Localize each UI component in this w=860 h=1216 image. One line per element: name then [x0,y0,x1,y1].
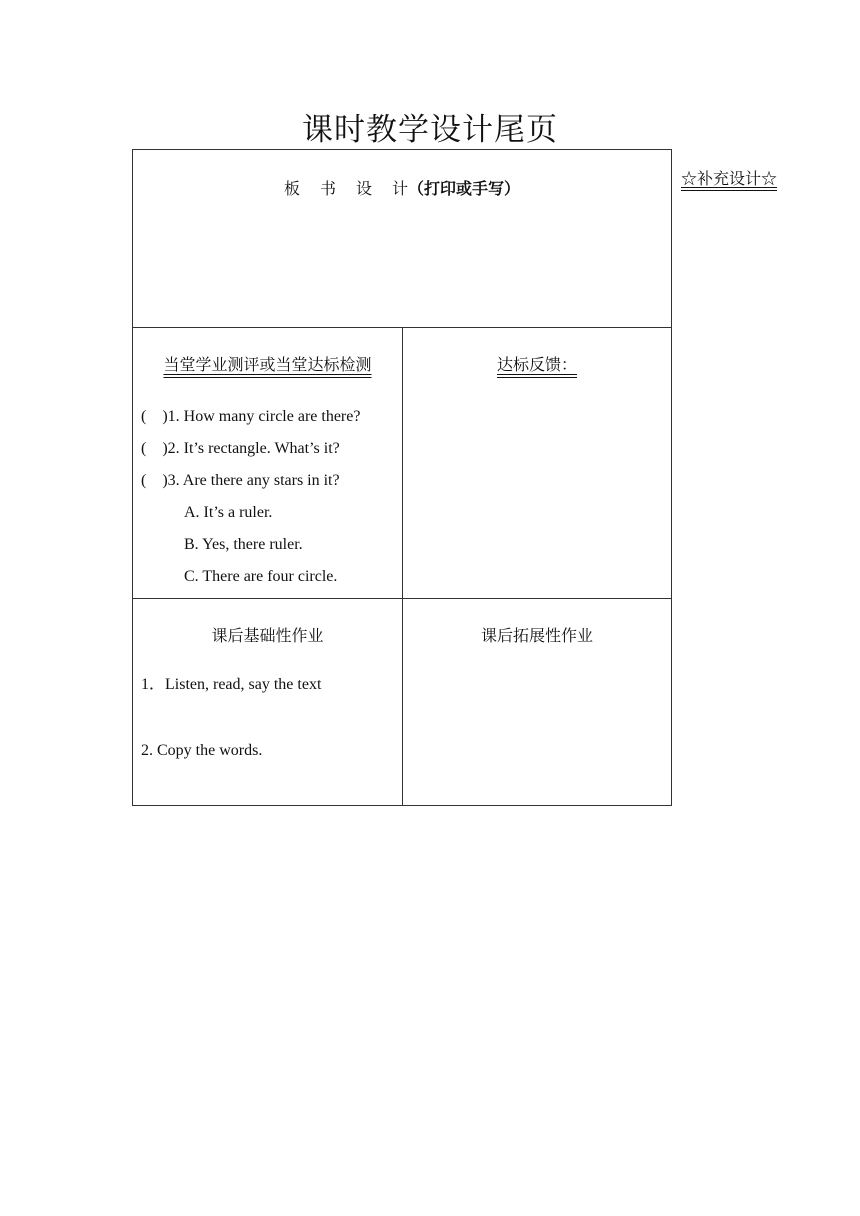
board-char-3: 设 [355,179,372,198]
page-title: 课时教学设计尾页 [302,112,558,148]
feedback-cell[interactable] [403,328,672,599]
board-char-2: 书 [319,179,336,198]
lesson-design-table [132,149,672,806]
classroom-test-heading: 当堂学业测评或当堂达标检测 [163,355,372,374]
question-item: ( )1. How many circle are there? [141,408,361,425]
basic-homework-heading: 课后基础性作业 [211,626,324,645]
classroom-test-cell[interactable] [133,328,403,599]
answer-option: C. There are four circle. [184,568,338,585]
board-design-heading [133,176,671,199]
answer-option: B. Yes, there ruler. [184,536,303,553]
board-char-4: 计 [392,179,409,198]
extended-homework-cell[interactable] [403,599,672,806]
question-item: ( )3. Are there any stars in it? [141,472,340,489]
homework-item: 2. Copy the words. [141,742,263,759]
answer-option: A. It’s a ruler. [184,504,273,521]
extended-homework-heading: 课后拓展性作业 [480,626,593,645]
question-list [133,401,402,593]
board-design-cell[interactable] [133,150,672,328]
board-heading-note: （打印或手写） [408,179,521,198]
basic-homework-cell[interactable] [133,599,403,806]
board-char-1: 板 [283,179,300,198]
question-item: ( )2. It’s rectangle. What’s it? [141,440,340,457]
homework-item: 1．Listen, read, say the text [141,676,322,693]
feedback-heading: 达标反馈： [496,355,577,374]
supplementary-design-note: ☆补充设计☆ [681,171,778,188]
